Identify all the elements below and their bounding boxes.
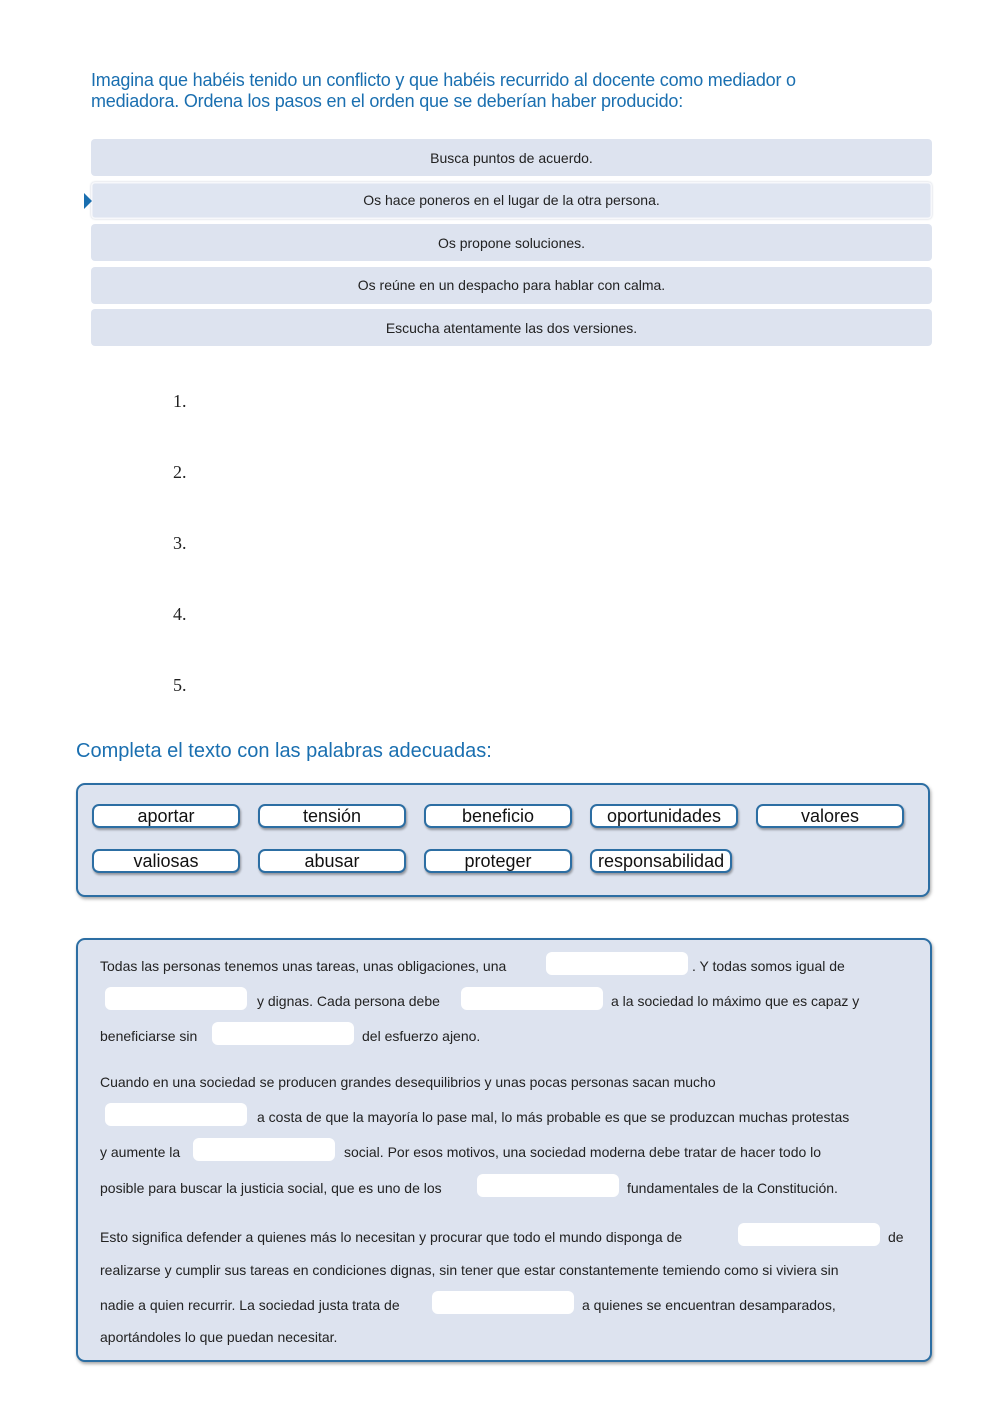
word-bank (76, 783, 930, 897)
blank-drop-target[interactable] (477, 1174, 619, 1197)
word-chip[interactable]: valores (756, 804, 904, 828)
word-chip[interactable]: oportunidades (590, 804, 738, 828)
item-label: Escucha atentamente las dos versiones. (385, 319, 638, 336)
word-chip[interactable]: beneficio (424, 804, 572, 828)
blank-drop-target[interactable] (461, 987, 603, 1010)
blank-drop-target[interactable] (105, 987, 247, 1010)
cloze-text-panel (76, 938, 932, 1362)
text-segment: Cuando en una sociedad se producen grandes desequilibrios y unas pocas personas sacan mucho (100, 1074, 716, 1090)
text-segment: a costa de que la mayoría lo pase mal, lo más probable es que se produzcan muchas protestas (257, 1109, 850, 1125)
blank-drop-target[interactable] (193, 1138, 335, 1161)
text-segment: aportándoles lo que puedan necesitar. (100, 1329, 338, 1345)
text-segment: beneficiarse sin (100, 1028, 198, 1044)
text-segment: realizarse y cumplir sus tareas en condiciones dignas, sin tener que estar constantemente temiendo como si viviera sin (100, 1262, 839, 1278)
answer-number: 5. (173, 675, 187, 695)
sortable-item[interactable] (91, 139, 932, 176)
instruction-line-2: mediadora. Ordena los pasos en el orden que se deberían haber producido: (91, 91, 684, 111)
exercise2-title: Completa el texto con las palabras adecuadas: (76, 740, 492, 762)
exercise1-instruction (91, 70, 891, 112)
text-segment: a quienes se encuentran desamparados, (582, 1297, 836, 1313)
text-segment: y dignas. Cada persona debe (257, 993, 440, 1009)
answer-number: 3. (173, 533, 187, 553)
answer-number: 2. (173, 462, 187, 482)
text-segment: del esfuerzo ajeno. (362, 1028, 481, 1044)
selection-arrow-icon (84, 193, 92, 209)
text-segment: de (888, 1229, 904, 1245)
text-segment: nadie a quien recurrir. La sociedad justa trata de (100, 1297, 400, 1313)
text-segment: y aumente la (100, 1144, 181, 1160)
sortable-list (91, 139, 932, 352)
blank-drop-target[interactable] (738, 1223, 880, 1246)
item-label: Os reúne en un despacho para hablar con calma. (357, 277, 666, 293)
blank-drop-target[interactable] (105, 1103, 247, 1126)
item-label: Os propone soluciones. (437, 234, 586, 251)
text-segment: Todas las personas tenemos unas tareas, unas obligaciones, una (100, 958, 507, 974)
text-segment: Esto significa defender a quienes más lo necesitan y procurar que todo el mundo disponga de (100, 1229, 683, 1245)
word-chip[interactable]: proteger (424, 849, 572, 873)
word-chip[interactable]: abusar (258, 849, 406, 873)
text-segment: fundamentales de la Constitución. (627, 1180, 838, 1196)
word-chip[interactable]: aportar (92, 804, 240, 828)
text-segment: . Y todas somos igual de (692, 958, 845, 974)
blank-drop-target[interactable] (546, 952, 688, 975)
sortable-item[interactable] (91, 224, 932, 261)
text-segment: posible para buscar la justicia social, que es uno de los (100, 1180, 442, 1196)
word-chip[interactable]: responsabilidad (590, 849, 732, 873)
word-chip[interactable]: tensión (258, 804, 406, 828)
text-segment: a la sociedad lo máximo que es capaz y (611, 993, 860, 1009)
blank-drop-target[interactable] (212, 1022, 354, 1045)
word-chip[interactable]: valiosas (92, 849, 240, 873)
instruction-line-1: Imagina que habéis tenido un conflicto y que habéis recurrido al docente como mediador o (91, 70, 796, 90)
item-label: Busca puntos de acuerdo. (430, 149, 593, 166)
blank-drop-target[interactable] (432, 1291, 574, 1314)
sortable-item[interactable] (91, 309, 932, 346)
answer-number: 1. (173, 391, 187, 411)
item-label: Os hace poneros en el lugar de la otra persona. (363, 192, 660, 208)
sortable-item[interactable] (91, 267, 932, 304)
sortable-item-selected[interactable] (91, 182, 932, 219)
text-segment: social. Por esos motivos, una sociedad moderna debe tratar de hacer todo lo (344, 1144, 822, 1160)
answer-number: 4. (173, 604, 187, 624)
